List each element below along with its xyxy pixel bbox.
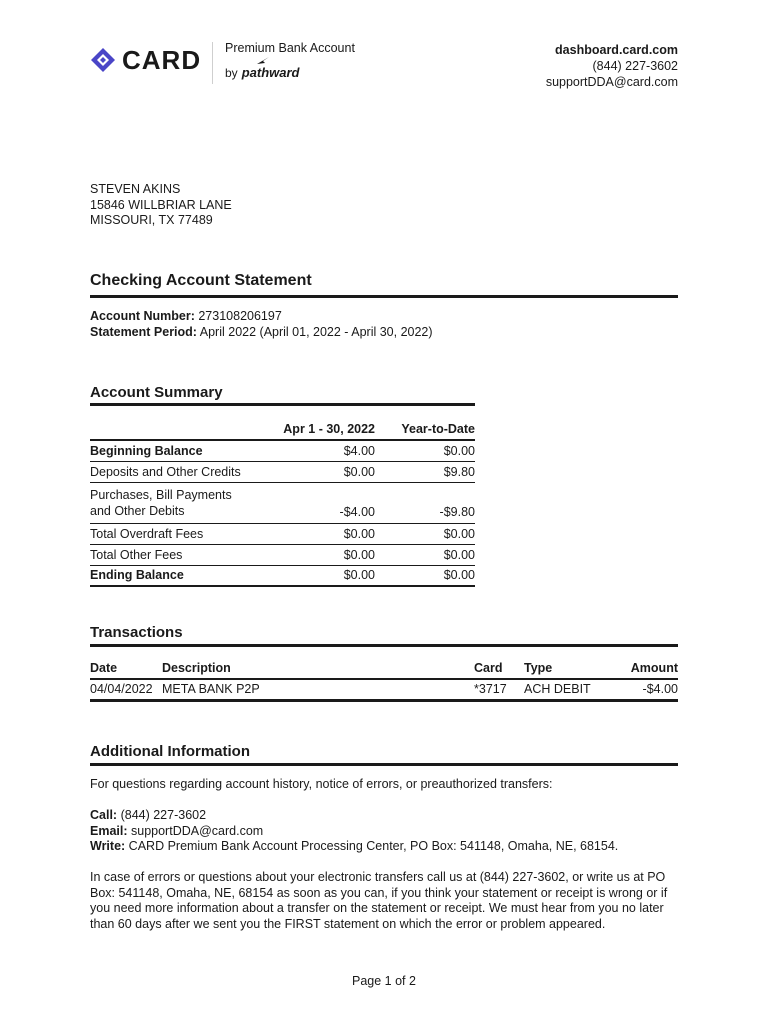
summary-period-value: $0.00 (282, 544, 375, 565)
account-number-label: Account Number: (90, 309, 195, 323)
account-summary-rule (90, 403, 475, 406)
contact-email[interactable]: supportDDA@card.com (545, 75, 678, 89)
tagline-by-text: by (225, 66, 238, 80)
summary-period-value: -$4.00 (282, 482, 375, 523)
statement-period-label: Statement Period: (90, 324, 197, 339)
transactions-table (90, 657, 678, 702)
additional-info-title: Additional Information (90, 743, 250, 760)
pathward-brand-text: pathward (241, 65, 300, 80)
swoosh-icon (256, 56, 270, 65)
summary-label: Total Overdraft Fees (90, 523, 282, 544)
summary-label: Total Other Fees (90, 544, 282, 565)
pathward-brand (242, 66, 300, 80)
tx-header-amount: Amount (624, 657, 678, 679)
email-address[interactable]: supportDDA@card.com (131, 823, 264, 838)
email-label: Email: (90, 823, 128, 838)
contact-site[interactable]: dashboard.card.com (555, 43, 678, 57)
table-row (90, 440, 475, 461)
summary-ytd-value: -$9.80 (375, 482, 475, 523)
tagline (225, 40, 355, 80)
table-row (90, 482, 475, 523)
transactions-title: Transactions (90, 624, 183, 641)
diamond-logo-icon (90, 47, 116, 73)
account-summary-table (90, 418, 475, 587)
tagline-by (225, 66, 355, 80)
tx-date: 04/04/2022 (90, 679, 162, 700)
tx-header-date: Date (90, 657, 162, 679)
account-number-line (90, 309, 433, 325)
contact-methods (90, 808, 678, 855)
table-row (90, 523, 475, 544)
additional-info-body (90, 777, 678, 948)
tx-description: META BANK P2P (162, 679, 474, 700)
tx-type: ACH DEBIT (524, 679, 624, 700)
call-label: Call: (90, 808, 118, 822)
account-info (90, 309, 433, 340)
additional-info-rule (90, 763, 678, 766)
card-logo (90, 46, 201, 74)
account-summary-title: Account Summary (90, 384, 223, 401)
summary-header-row (90, 418, 475, 440)
summary-ytd-value: $0.00 (375, 565, 475, 586)
summary-label: Ending Balance (90, 565, 282, 586)
logo-text: CARD (122, 45, 202, 75)
statement-period: April 2022 (April 01, 2022 - April 30, 2022) (199, 324, 433, 339)
email-line (90, 824, 263, 838)
address-line1: 15846 WILLBRIAR LANE (90, 197, 232, 212)
call-number[interactable]: (844) 227-3602 (120, 808, 207, 822)
contact-block (546, 42, 678, 90)
summary-ytd-value: $9.80 (375, 461, 475, 482)
summary-period-value: $0.00 (282, 523, 375, 544)
summary-header-period: Apr 1 - 30, 2022 (282, 418, 375, 440)
table-row (90, 679, 678, 700)
summary-period-value: $0.00 (282, 565, 375, 586)
address-line2: MISSOURI, TX 77489 (90, 213, 213, 227)
statement-period-line (90, 325, 433, 341)
statement-header (90, 38, 678, 88)
errors-paragraph: In case of errors or questions about your electronic transfers call us at (844) 227-3602, or write us at PO Box: 541148, Omaha, NE, 68154 as soon as you can, if you think your statement or receipt is wrong or if you need more information about a transfer on the statement or receipt. We must hear from you no later than 60 days after we sent you the FIRST statement on which the error or problem appeared. (90, 870, 668, 931)
write-line (90, 839, 618, 853)
summary-label (90, 482, 282, 523)
table-row (90, 565, 475, 586)
transactions-rule (90, 644, 678, 647)
summary-label-line1: Purchases, Bill Payments (90, 488, 232, 502)
table-row (90, 461, 475, 482)
summary-period-value: $0.00 (282, 461, 375, 482)
mailing-address (90, 182, 232, 229)
statement-title: Checking Account Statement (90, 272, 312, 289)
transactions-header-row (90, 657, 678, 679)
summary-header-blank (90, 418, 282, 440)
tx-header-type: Type (524, 657, 624, 679)
summary-period-value: $4.00 (282, 440, 375, 461)
tx-header-card: Card (474, 657, 524, 679)
account-number: 273108206197 (198, 309, 282, 323)
summary-ytd-value: $0.00 (375, 544, 475, 565)
write-address: CARD Premium Bank Account Processing Center, PO Box: 541148, Omaha, NE, 68154. (128, 839, 619, 853)
summary-ytd-value: $0.00 (375, 440, 475, 461)
write-label: Write: (90, 839, 126, 853)
table-row (90, 544, 475, 565)
additional-intro: For questions regarding account history, notice of errors, or preauthorized transfers: (90, 777, 553, 791)
summary-label: Deposits and Other Credits (90, 461, 282, 482)
tx-amount: -$4.00 (624, 679, 678, 700)
page-number: Page 1 of 2 (352, 974, 416, 988)
summary-ytd-value: $0.00 (375, 523, 475, 544)
tx-header-description: Description (162, 657, 474, 679)
summary-header-ytd: Year-to-Date (375, 418, 475, 440)
address-name: STEVEN AKINS (90, 182, 181, 196)
contact-phone[interactable]: (844) 227-3602 (592, 59, 678, 73)
logo-divider (212, 42, 213, 84)
summary-label-line2: and Other Debits (90, 503, 185, 518)
summary-label: Beginning Balance (90, 440, 282, 461)
statement-title-rule (90, 295, 678, 298)
call-line (90, 808, 206, 822)
tagline-title: Premium Bank Account (225, 41, 355, 55)
tx-card: *3717 (474, 679, 524, 700)
